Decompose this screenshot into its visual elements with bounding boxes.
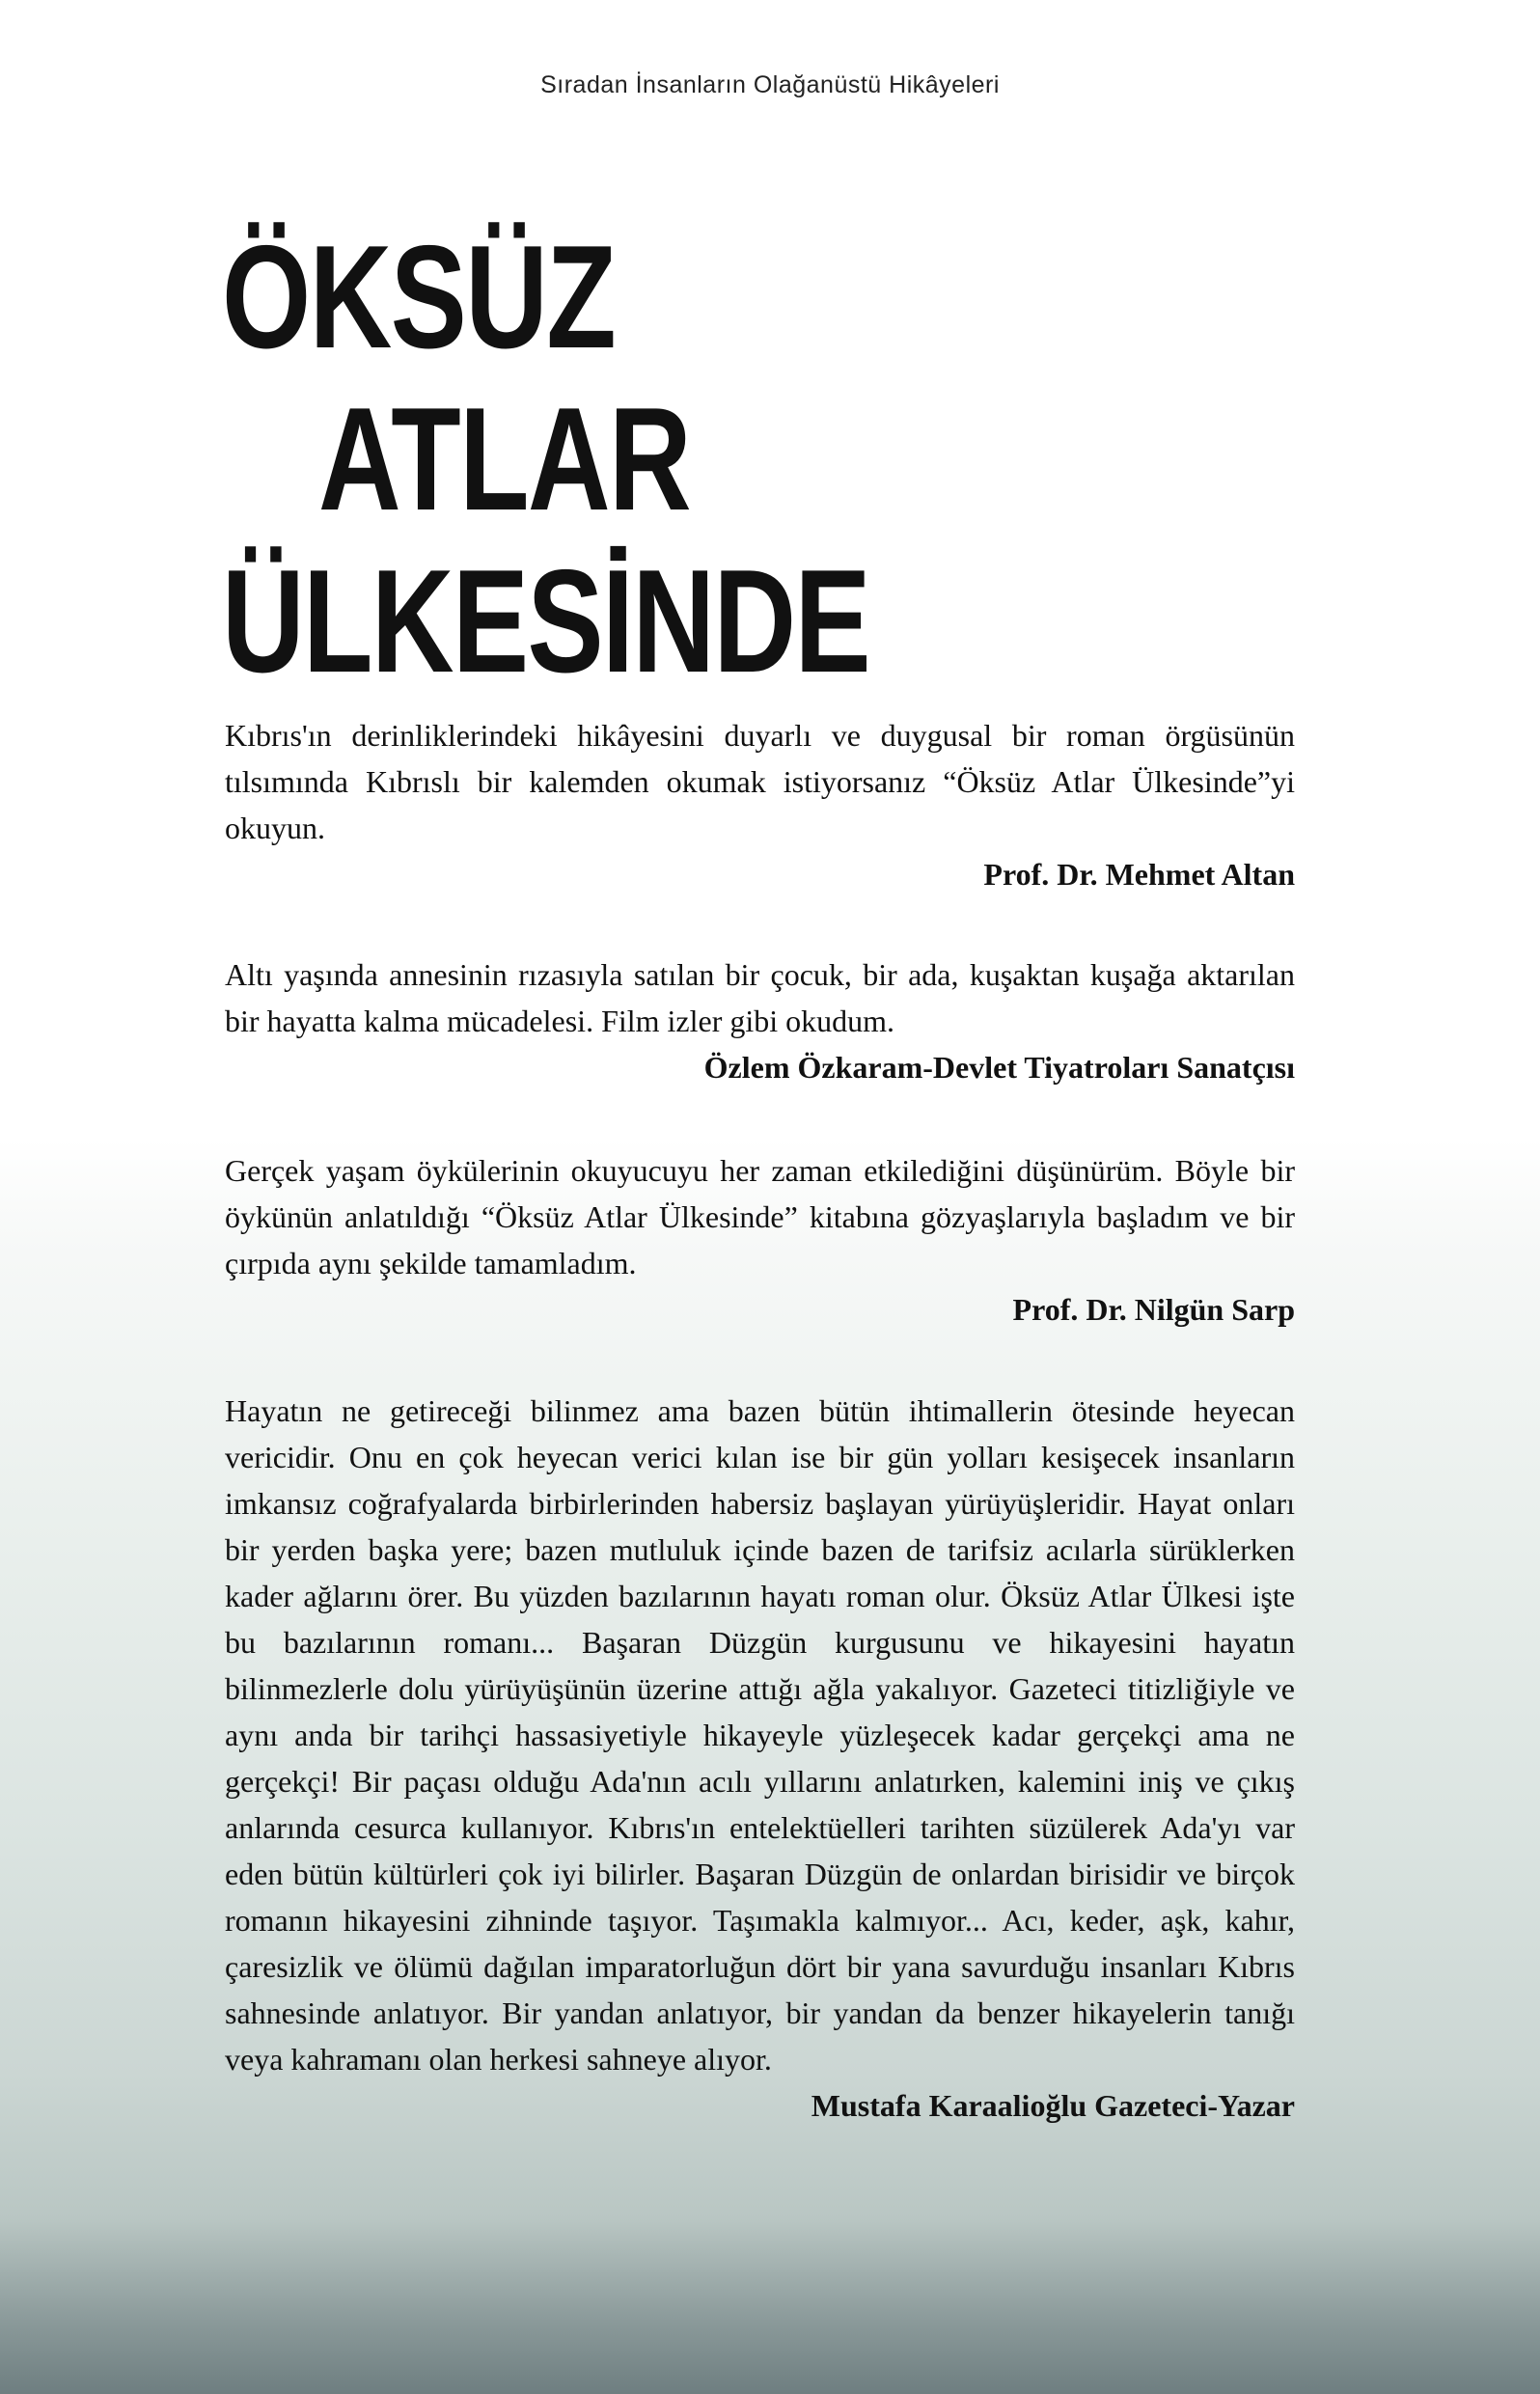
review-author: Mustafa Karaalioğlu Gazeteci-Yazar: [811, 2088, 1295, 2123]
review-text: Gerçek yaşam öykülerinin okuyucuyu her zaman etkilediğini düşünürüm. Böyle bir öykünün anlatıldığı “Öksüz Atlar Ülkesinde” kitabına gözyaşlarıyla başladım ve bir çırpıda aynı şekilde tamamladım.: [225, 1153, 1295, 1280]
book-title-line-1: ÖKSÜZ: [222, 215, 616, 379]
review-quote-2: [225, 951, 1295, 1090]
review-quote-4: [225, 1388, 1295, 2129]
book-title-line-2: ATLAR: [318, 377, 691, 541]
review-author: Prof. Dr. Nilgün Sarp: [1012, 1292, 1295, 1327]
review-author: Özlem Özkaram-Devlet Tiyatroları Sanatçısı: [703, 1050, 1295, 1085]
review-text: Kıbrıs'ın derinliklerindeki hikâyesini duyarlı ve duygusal bir roman örgüsünün tılsımında Kıbrıslı bir kalemden okumak istiyorsanız “Öksüz Atlar Ülkesinde”yi okuyun.: [225, 718, 1295, 845]
review-author: Prof. Dr. Mehmet Altan: [983, 857, 1295, 892]
review-quote-1: [225, 712, 1295, 897]
review-text: Altı yaşında annesinin rızasıyla satılan bir çocuk, bir ada, kuşaktan kuşağa aktarılan bir hayatta kalma mücadelesi. Film izler gibi okudum.: [225, 957, 1295, 1038]
book-title-line-3: ÜLKESİNDE: [222, 539, 870, 703]
review-text: Hayatın ne getireceği bilinmez ama bazen bütün ihtimallerin ötesinde heyecan vericidir. Onu en çok heyecan verici kılan ise bir gün yolları kesişecek insanların imkansız coğrafyalarda birbirlerinden habersiz başlayan yürüyüşleridir. Hayat onları bir yerden başka yere; bazen mutluluk içinde bazen de tarifsiz acılarla sürüklerken kader ağlarını örer. Bu yüzden bazılarının hayatı roman olur. Öksüz Atlar Ülkesi işte bu bazılarının romanı... Başaran Düzgün kurgusunu ve hikayesini hayatın bilinmezlerle dolu yürüyüşünün üzerine attığı ağla yakalıyor. Gazeteci titizliğiyle ve aynı anda bir tarihçi hassasiyetiyle hikayeyle yüzleşecek kadar gerçekçi ama ne gerçekçi! Bir paçası olduğu Ada'nın acılı yıllarını anlatırken, kalemini iniş ve çıkış anlarında cesurca kullanıyor. Kıbrıs'ın entelektüelleri tarihten süzülerek Ada'yı var eden bütün kültürleri çok iyi bilirler. Başaran Düzgün de onlardan birisidir ve birçok romanın hikayesini zihninde taşıyor. Taşımakla kalmıyor... Acı, keder, aşk, kahır, çaresizlik ve ölümü dağılan imparatorluğun dört bir yana savurduğu insanları Kıbrıs sahnesinde anlatıyor. Bir yandan anlatıyor, bir yandan da benzer hikayelerin tanığı veya kahramanı olan herkesi sahneye alıyor.: [225, 1393, 1295, 2077]
series-title: Sıradan İnsanların Olağanüstü Hikâyeleri: [540, 71, 1000, 98]
review-quote-3: [225, 1147, 1295, 1333]
